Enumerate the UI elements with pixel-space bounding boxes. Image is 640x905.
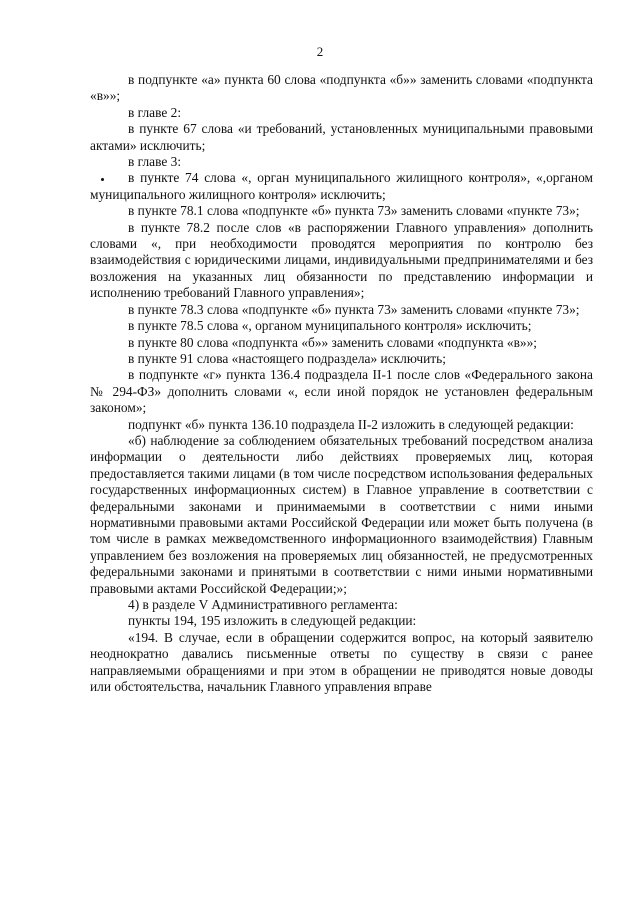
paragraph-item-78-3: в пункте 78.3 слова «подпункте «б» пункта 73» заменить словами «пункте 73»;	[128, 301, 580, 317]
paragraph-item-78-5: в пункте 78.5 слова «, органом муниципального контроля» исключить;	[128, 318, 532, 334]
page-number: 2	[316, 44, 324, 59]
paragraph-chapter-3: в главе 3:	[128, 154, 182, 170]
paragraph-items-194-195: пункты 194, 195 изложить в следующей редакции:	[128, 613, 417, 629]
paragraph-quoted-subparagraph-b: «б) наблюдение за соблюдением обязательных требований посредством анализа информации о деятельности либо действиях проверяемых лиц, которая предоставляется такими лицами (в том числе посредством использования федеральных государственных информационных систем) в Главное управление в соответствии с федеральными законами и принимаемыми в соответствии с ними иными нормативными правовыми актами Российской Федерации или может быть получена (в том числе в рамках межведомственного информационного взаимодействия) Главным управлением без возложения на проверяемых лиц обязанностей, не предусмотренных федеральными законами и принятыми в соответствии с ними иными нормативными правовыми актами Российской Федерации;»;	[90, 432, 593, 596]
paragraph-item-67: в пункте 67 слова «и требований, установленных муниципальными правовыми актами» исключить;	[90, 121, 593, 153]
document-body	[90, 72, 593, 695]
paragraph-item-136-10: подпункт «б» пункта 136.10 подраздела II-2 изложить в следующей редакции:	[128, 416, 574, 432]
paragraph-chapter-2: в главе 2:	[128, 104, 182, 120]
paragraph-item-80: в пункте 80 слова «подпункта «б»» заменить словами «подпункта «в»»;	[128, 334, 538, 350]
paragraph-item-91: в пункте 91 слова «настоящего подраздела» исключить;	[128, 350, 446, 366]
paragraph-item-194-text: «194. В случае, если в обращении содержится вопрос, на который заявителю неоднократно давались письменные ответы по существу в связи с ранее направляемыми обращениями и при этом в обращении не приводятся новые доводы или обстоятельства, начальник Главного управления вправе	[90, 629, 593, 695]
paragraph-item-136-4: в подпункте «г» пункта 136.4 подраздела II-1 после слов «Федерального закона № 294-ФЗ» дополнить словами «, если иной порядок не установлен федеральным законом»;	[90, 367, 593, 416]
paragraph-subparagraph-a-item-60: в подпункте «а» пункта 60 слова «подпункта «б»» заменить словами «подпункта «в»»;	[90, 72, 593, 104]
paragraph-section-v: 4) в разделе V Административного регламента:	[128, 597, 398, 612]
paragraph-item-78-1: в пункте 78.1 слова «подпункте «б» пункта 73» заменить словами «пункте 73»;	[128, 203, 580, 219]
paragraph-item-74: в пункте 74 слова «, орган муниципального жилищного контроля», «,органом муниципального жилищного контроля» исключить;	[90, 170, 593, 202]
paragraph-item-78-2: в пункте 78.2 после слов «в распоряжении Главного управления» дополнить словами «, при необходимости проводятся мероприятия по контролю без взаимодействия с юридическими лицами, индивидуальными предпринимателями и без возложения на указанных лиц обязанности по представлению информации и исполнению требований Главного управления»;	[90, 219, 593, 301]
